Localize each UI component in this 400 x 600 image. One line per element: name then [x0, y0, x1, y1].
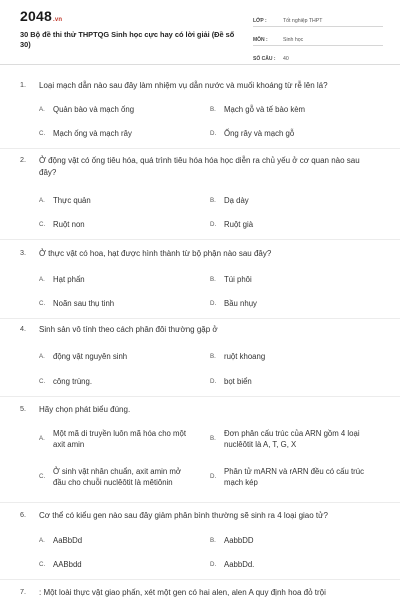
page-header — [0, 0, 400, 64]
exam-meta — [253, 10, 383, 67]
question-text: Loại mạch dẫn nào sau đây làm nhiệm vụ dẫn nước và muối khoáng từ rễ lên lá? — [39, 81, 328, 90]
option-d[interactable]: D. Bầu nhụy — [210, 299, 257, 308]
exam-title: 30 Bộ đề thi thử THPTQG Sinh học cực hay có lời giải (Đề số 30) — [20, 30, 235, 49]
question-divider — [0, 396, 400, 397]
option-b[interactable]: B. Mạch gỗ và tế bào kèm — [210, 105, 306, 114]
option-d[interactable]: D. Ống rây và mạch gỗ — [210, 129, 295, 138]
question-text: Cơ thể có kiểu gen nào sau đây giảm phân bình thường sẽ sinh ra 4 loại giao tử? — [39, 511, 328, 520]
option-c[interactable]: C. Ở sinh vật nhân chuẩn, axit amin mở đầu cho chuỗi nuclêôtit là mêtiônin — [39, 467, 181, 487]
question-number: 4. — [20, 324, 26, 333]
meta-subject: MÔN : Sinh học — [253, 29, 383, 46]
option-c[interactable]: C. Noãn sau thụ tinh — [39, 299, 115, 308]
question-divider — [0, 148, 400, 149]
option-b[interactable]: B. Túi phôi — [210, 275, 252, 284]
option-c[interactable]: C. AABbdd — [39, 560, 82, 569]
option-a[interactable]: A. động vật nguyên sinh — [39, 352, 128, 361]
question-number: 6. — [20, 510, 26, 519]
option-c[interactable]: C. công trùng. — [39, 377, 93, 386]
question-text: Hãy chọn phát biểu đúng. — [39, 405, 131, 414]
question-text: Sinh sản vô tính theo cách phân đôi thường gặp ở — [39, 325, 218, 334]
question-3 — [0, 248, 400, 260]
option-d[interactable]: D. Phân tử mARN và rARN đều có cấu trúc mạch kép — [210, 467, 364, 487]
option-d[interactable]: D. bọt biển — [210, 377, 252, 386]
meta-question-count: SỐ CÂU : 40 — [253, 48, 383, 65]
question-2 — [0, 155, 400, 177]
option-a[interactable]: A. Quản bào và mạch ống — [39, 105, 135, 114]
option-a[interactable]: A. Một mã di truyền luôn mã hóa cho một axit amin — [39, 429, 187, 449]
question-number: 1. — [20, 80, 26, 89]
question-7 — [0, 587, 400, 599]
question-divider — [0, 502, 400, 503]
question-text: : Một loài thực vật giao phấn, xét một gen có hai alen, alen A quy định hoa đỏ trội — [39, 588, 326, 597]
question-divider — [0, 318, 400, 319]
question-number: 5. — [20, 404, 26, 413]
question-number: 2. — [20, 155, 26, 164]
question-number: 7. — [20, 587, 26, 596]
header-divider — [0, 64, 400, 65]
question-text: Ở động vật có ống tiêu hóa, quá trình tiêu hóa hóa học diễn ra chủ yếu ở cơ quan nào sau đây? — [39, 156, 360, 177]
question-5 — [0, 404, 400, 416]
option-c[interactable]: C. Ruột non — [39, 220, 85, 229]
option-c[interactable]: C. Mạch ống và mạch rây — [39, 129, 132, 138]
question-number: 3. — [20, 248, 26, 257]
question-6 — [0, 510, 400, 522]
question-divider — [0, 579, 400, 580]
option-b[interactable]: B. Đơn phân cấu trúc của ARN gồm 4 loại nuclêôtit là A, T, G, X — [210, 429, 360, 449]
option-d[interactable]: D. AabbDd. — [210, 560, 255, 569]
question-4 — [0, 324, 400, 336]
question-text: Ở thực vật có hoa, hạt được hình thành từ bộ phận nào sau đây? — [39, 249, 272, 258]
option-b[interactable]: B. Dạ dày — [210, 196, 249, 205]
option-b[interactable]: B. AabbDD — [210, 536, 254, 545]
option-b[interactable]: B. ruột khoang — [210, 352, 266, 361]
question-divider — [0, 239, 400, 240]
option-a[interactable]: A. AaBbDd — [39, 536, 83, 545]
option-d[interactable]: D. Ruột già — [210, 220, 254, 229]
option-a[interactable]: A. Hạt phấn — [39, 275, 85, 284]
question-1 — [0, 80, 400, 92]
option-a[interactable]: A. Thực quản — [39, 196, 91, 205]
site-logo[interactable]: 2048.vn — [20, 8, 63, 24]
meta-class: LỚP : Tốt nghiệp THPT — [253, 10, 383, 27]
